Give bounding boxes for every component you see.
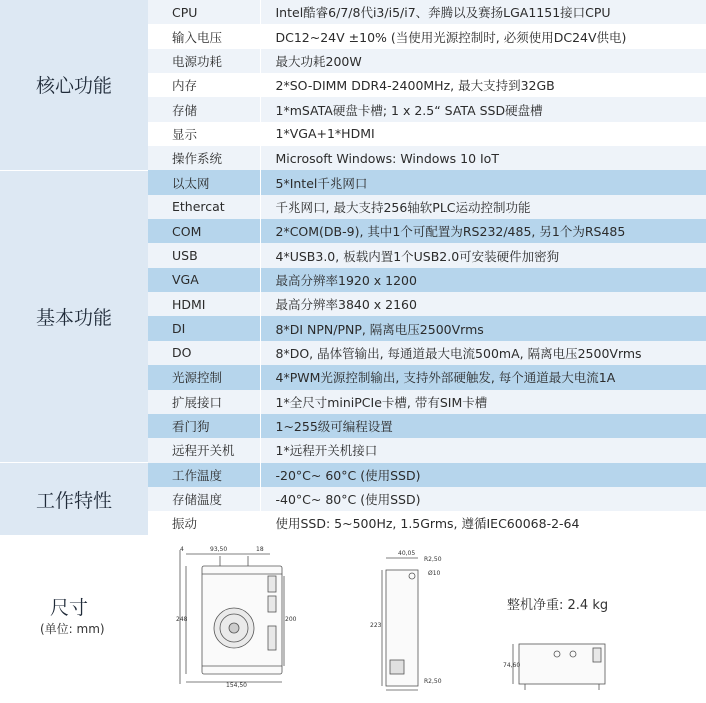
dim-label: 248 bbox=[176, 616, 188, 623]
dim-label: R2,50 bbox=[424, 556, 442, 563]
spec-name: 输入电压 bbox=[148, 24, 260, 48]
spec-value: 使用SSD: 5~500Hz, 1.5Grms, 遵循IEC60068-2-64 bbox=[260, 511, 706, 535]
table-row bbox=[0, 463, 706, 487]
size-unit: (单位: mm) bbox=[40, 622, 105, 636]
spec-name: 存储温度 bbox=[148, 487, 260, 511]
front-view-drawing bbox=[172, 546, 292, 696]
spec-value: 8*DO, 晶体管输出, 每通道最大电流500mA, 隔离电压2500Vrms bbox=[260, 341, 706, 365]
spec-name: 存储 bbox=[148, 97, 260, 121]
spec-value: 1*全尺寸miniPCIe卡槽, 带有SIM卡槽 bbox=[260, 390, 706, 414]
spec-name: 看门狗 bbox=[148, 414, 260, 438]
spec-name: DO bbox=[148, 341, 260, 365]
top-view-drawing bbox=[505, 634, 615, 694]
dim-label: 154,50 bbox=[226, 682, 247, 689]
spec-name: 电源功耗 bbox=[148, 49, 260, 73]
spec-value: 4*USB3.0, 板载内置1个USB2.0可安装硬件加密狗 bbox=[260, 243, 706, 267]
spec-name: HDMI bbox=[148, 292, 260, 316]
dim-label: 200 bbox=[285, 616, 297, 623]
spec-value: 2*SO-DIMM DDR4-2400MHz, 最大支持到32GB bbox=[260, 73, 706, 97]
spec-name: 操作系统 bbox=[148, 146, 260, 170]
spec-value: DC12~24V ±10% (当使用光源控制时, 必须使用DC24V供电) bbox=[260, 24, 706, 48]
dim-label: 18 bbox=[256, 546, 264, 553]
spec-name: Ethercat bbox=[148, 195, 260, 219]
dim-label: R2,50 bbox=[424, 678, 442, 685]
category-work: 工作特性 bbox=[0, 463, 148, 536]
spec-value: -20°C~ 60°C (使用SSD) bbox=[260, 463, 706, 487]
spec-value: 4*PWM光源控制输出, 支持外部硬触发, 每个通道最大电流1A bbox=[260, 365, 706, 389]
spec-name: 扩展接口 bbox=[148, 390, 260, 414]
spec-value: 1*mSATA硬盘卡槽; 1 x 2.5“ SATA SSD硬盘槽 bbox=[260, 97, 706, 121]
category-core: 核心功能 bbox=[0, 0, 148, 170]
table-row bbox=[0, 0, 706, 24]
dim-label: Ø10 bbox=[428, 570, 441, 577]
spec-name: 振动 bbox=[148, 511, 260, 535]
size-title: 尺寸 bbox=[50, 597, 89, 619]
spec-value: 8*DI NPN/PNP, 隔离电压2500Vrms bbox=[260, 316, 706, 340]
dim-label: 4 bbox=[180, 546, 184, 553]
spec-name: CPU bbox=[148, 0, 260, 24]
dim-label: 40,05 bbox=[398, 550, 416, 557]
spec-name: 内存 bbox=[148, 73, 260, 97]
spec-value: -40°C~ 80°C (使用SSD) bbox=[260, 487, 706, 511]
spec-value: 1*远程开关机接口 bbox=[260, 438, 706, 462]
dim-label: 223 bbox=[370, 622, 382, 629]
spec-name: VGA bbox=[148, 268, 260, 292]
spec-value: 1~255级可编程设置 bbox=[260, 414, 706, 438]
spec-value: 最高分辨率3840 x 2160 bbox=[260, 292, 706, 316]
spec-value: 最大功耗200W bbox=[260, 49, 706, 73]
spec-value: 1*VGA+1*HDMI bbox=[260, 122, 706, 146]
spec-name: 远程开关机 bbox=[148, 438, 260, 462]
spec-name: 工作温度 bbox=[148, 463, 260, 487]
spec-value: 5*Intel千兆网口 bbox=[260, 170, 706, 194]
spec-value: Intel酷睿6/7/8代i3/i5/i7、奔腾以及赛扬LGA1151接口CPU bbox=[260, 0, 706, 24]
spec-value: 千兆网口, 最大支持256轴软PLC运动控制功能 bbox=[260, 195, 706, 219]
category-basic: 基本功能 bbox=[0, 170, 148, 462]
spec-value: Microsoft Windows: Windows 10 IoT bbox=[260, 146, 706, 170]
spec-name: 以太网 bbox=[148, 170, 260, 194]
spec-name: DI bbox=[148, 316, 260, 340]
spec-name: COM bbox=[148, 219, 260, 243]
dim-label: 93,50 bbox=[210, 546, 228, 553]
dim-label: 74,60 bbox=[503, 662, 521, 669]
size-section bbox=[0, 540, 706, 703]
spec-name: 光源控制 bbox=[148, 365, 260, 389]
spec-value: 2*COM(DB-9), 其中1个可配置为RS232/485, 另1个为RS485 bbox=[260, 219, 706, 243]
net-weight: 整机净重: 2.4 kg bbox=[507, 598, 609, 613]
spec-name: USB bbox=[148, 243, 260, 267]
spec-name: 显示 bbox=[148, 122, 260, 146]
table-row bbox=[0, 170, 706, 194]
spec-value: 最高分辨率1920 x 1200 bbox=[260, 268, 706, 292]
